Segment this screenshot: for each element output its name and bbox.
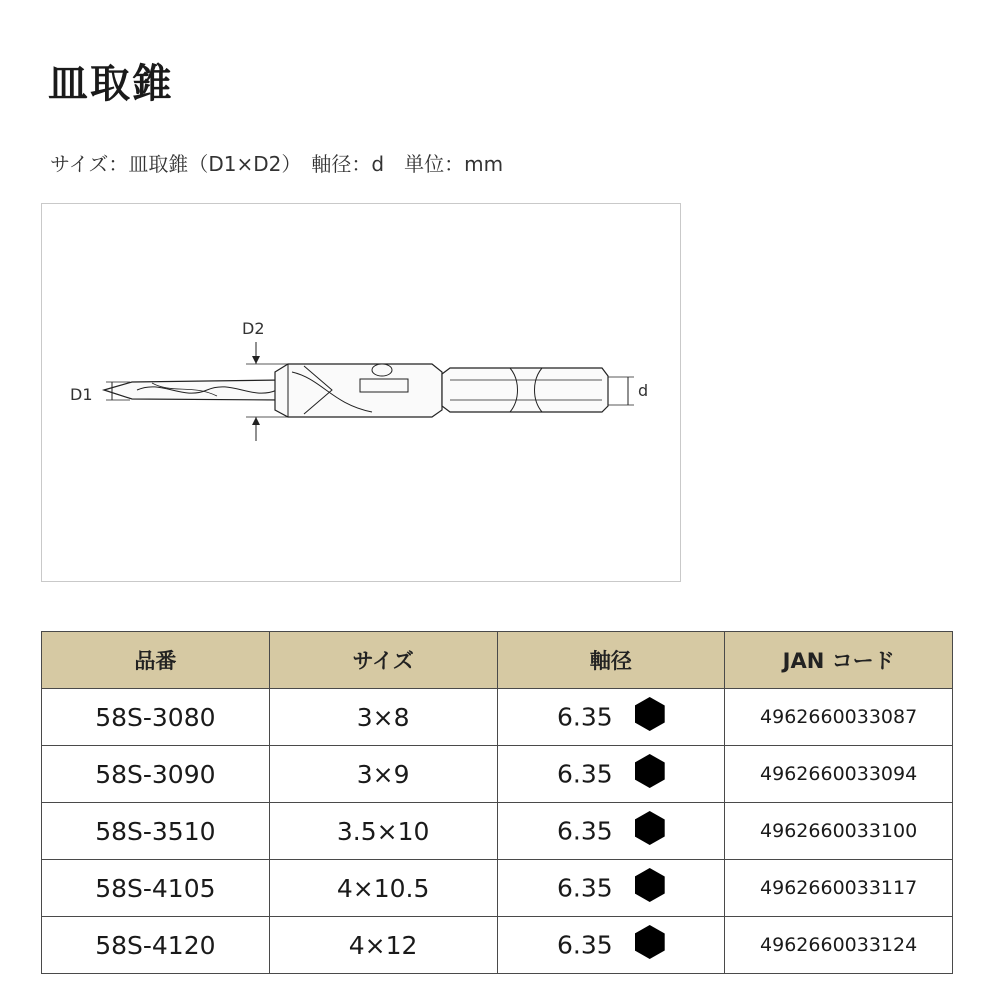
product-table bbox=[41, 631, 953, 974]
drill-bit-drawing bbox=[42, 204, 682, 583]
size: 4×12 bbox=[269, 917, 497, 974]
shaft-diameter-cell bbox=[497, 689, 725, 746]
hexagon-icon bbox=[635, 811, 665, 845]
jan-code: 4962660033124 bbox=[725, 917, 953, 974]
table-row bbox=[42, 689, 953, 746]
table-row bbox=[42, 746, 953, 803]
hexagon-icon bbox=[635, 697, 665, 731]
header-shaft-diameter: 軸径 bbox=[497, 632, 725, 689]
set-screw bbox=[372, 364, 392, 376]
jan-code: 4962660033117 bbox=[725, 860, 953, 917]
d2-arrowhead bbox=[252, 356, 260, 364]
shaft-diameter: 6.35 bbox=[557, 759, 613, 789]
hex-shank bbox=[442, 368, 608, 412]
shaft-diameter: 6.35 bbox=[557, 816, 613, 846]
jan-code: 4962660033087 bbox=[725, 689, 953, 746]
size: 3×8 bbox=[269, 689, 497, 746]
shaft-diameter-cell bbox=[497, 746, 725, 803]
part-number: 58S-3080 bbox=[42, 689, 270, 746]
hexagon-icon bbox=[635, 754, 665, 788]
table-row bbox=[42, 860, 953, 917]
hexagon-icon bbox=[635, 868, 665, 902]
table-row bbox=[42, 917, 953, 974]
d2-arrowhead bbox=[252, 417, 260, 425]
part-number: 58S-3510 bbox=[42, 803, 270, 860]
countersink-body bbox=[275, 364, 442, 417]
shaft-diameter: 6.35 bbox=[557, 930, 613, 960]
header-part-number: 品番 bbox=[42, 632, 270, 689]
shaft-diameter: 6.35 bbox=[557, 873, 613, 903]
drill-bit-diagram bbox=[41, 203, 681, 582]
shaft-diameter-cell bbox=[497, 860, 725, 917]
header-size: サイズ bbox=[269, 632, 497, 689]
set-screw-slot bbox=[360, 379, 408, 392]
jan-code: 4962660033100 bbox=[725, 803, 953, 860]
part-number: 58S-3090 bbox=[42, 746, 270, 803]
label-d1: D1 bbox=[70, 385, 93, 404]
shaft-diameter-cell bbox=[497, 917, 725, 974]
table-row bbox=[42, 803, 953, 860]
table-header-row bbox=[42, 632, 953, 689]
size: 3×9 bbox=[269, 746, 497, 803]
spec-line: サイズ：皿取錐（D1×D2） 軸径：d 単位：mm bbox=[50, 152, 504, 176]
page-title: 皿取錐 bbox=[48, 61, 174, 107]
part-number: 58S-4120 bbox=[42, 917, 270, 974]
size: 4×10.5 bbox=[269, 860, 497, 917]
shaft-diameter: 6.35 bbox=[557, 702, 613, 732]
label-d2: D2 bbox=[242, 319, 265, 338]
shaft-diameter-cell bbox=[497, 803, 725, 860]
header-jan-code: JAN コード bbox=[725, 632, 953, 689]
size: 3.5×10 bbox=[269, 803, 497, 860]
part-number: 58S-4105 bbox=[42, 860, 270, 917]
hexagon-icon bbox=[635, 925, 665, 959]
label-d: d bbox=[638, 381, 649, 400]
jan-code: 4962660033094 bbox=[725, 746, 953, 803]
